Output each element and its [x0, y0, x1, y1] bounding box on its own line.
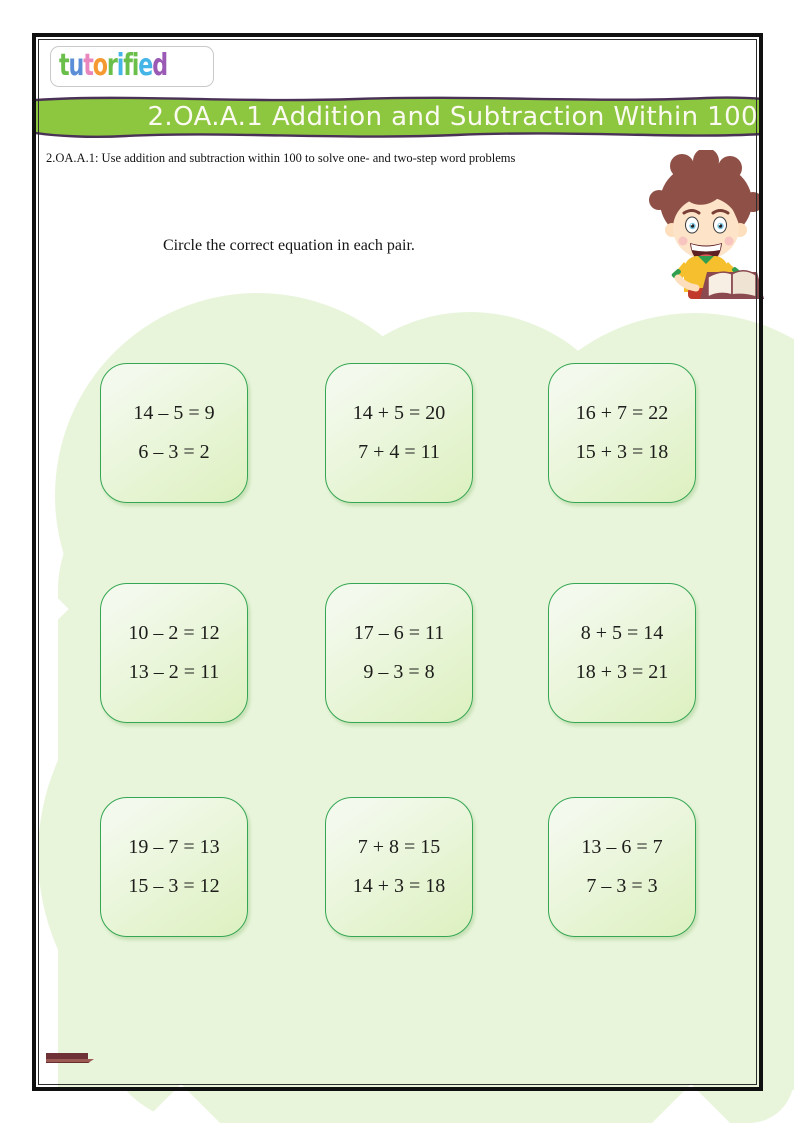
- equation-card: [325, 363, 473, 503]
- equation-card: [325, 583, 473, 723]
- logo-letter: i: [131, 48, 139, 83]
- page-title: 2.OA.A.1 Addition and Subtraction Within 100: [147, 101, 758, 132]
- logo-letter: i: [116, 48, 124, 83]
- logo-letter: t: [59, 48, 69, 83]
- equation-line: 9 – 3 = 8: [363, 661, 435, 683]
- equation-line: 14 + 5 = 20: [352, 402, 446, 424]
- equation-line: 13 – 6 = 7: [581, 836, 663, 858]
- equation-card: [100, 363, 248, 503]
- equation-card: [100, 797, 248, 937]
- equation-line: 10 – 2 = 12: [128, 622, 220, 644]
- standard-description: 2.OA.A.1: Use addition and subtraction within 100 to solve one- and two-step word problems: [46, 151, 516, 165]
- maroon-bar: [46, 1053, 88, 1059]
- equation-card: [548, 363, 696, 503]
- equation-card: [100, 583, 248, 723]
- title-banner: [36, 90, 763, 143]
- instruction-text: Circle the correct equation in each pair.: [163, 237, 415, 254]
- equation-line: 6 – 3 = 2: [138, 441, 210, 463]
- equation-line: 14 – 5 = 9: [133, 402, 215, 424]
- equation-line: 8 + 5 = 14: [580, 622, 664, 644]
- boy-reading-illustration: [644, 150, 768, 302]
- equation-card: [548, 583, 696, 723]
- logo-letter: o: [92, 48, 107, 83]
- logo-letter: t: [83, 48, 93, 83]
- logo-letter: d: [152, 48, 168, 83]
- equation-line: 14 + 3 = 18: [352, 875, 446, 897]
- tutorified-logo: [50, 46, 214, 87]
- equation-line: 18 + 3 = 21: [575, 661, 669, 683]
- logo-letter: f: [123, 48, 132, 83]
- equation-line: 13 – 2 = 11: [128, 661, 220, 683]
- logo-text: [59, 48, 167, 83]
- equation-card: [548, 797, 696, 937]
- equation-line: 19 – 7 = 13: [128, 836, 220, 858]
- footer-maroon-mark: [46, 1053, 94, 1063]
- equation-card: [325, 797, 473, 937]
- equation-line: 7 – 3 = 3: [586, 875, 658, 897]
- equation-line: 7 + 8 = 15: [357, 836, 441, 858]
- equation-line: 17 – 6 = 11: [353, 622, 445, 644]
- logo-letter: u: [68, 48, 84, 83]
- logo-letter: e: [138, 48, 153, 83]
- equation-line: 16 + 7 = 22: [575, 402, 669, 424]
- equation-line: 15 – 3 = 12: [128, 875, 220, 897]
- logo-letter: r: [106, 48, 117, 83]
- equation-line: 15 + 3 = 18: [575, 441, 669, 463]
- equation-line: 7 + 4 = 11: [358, 441, 440, 463]
- maroon-bar-base: [46, 1059, 94, 1063]
